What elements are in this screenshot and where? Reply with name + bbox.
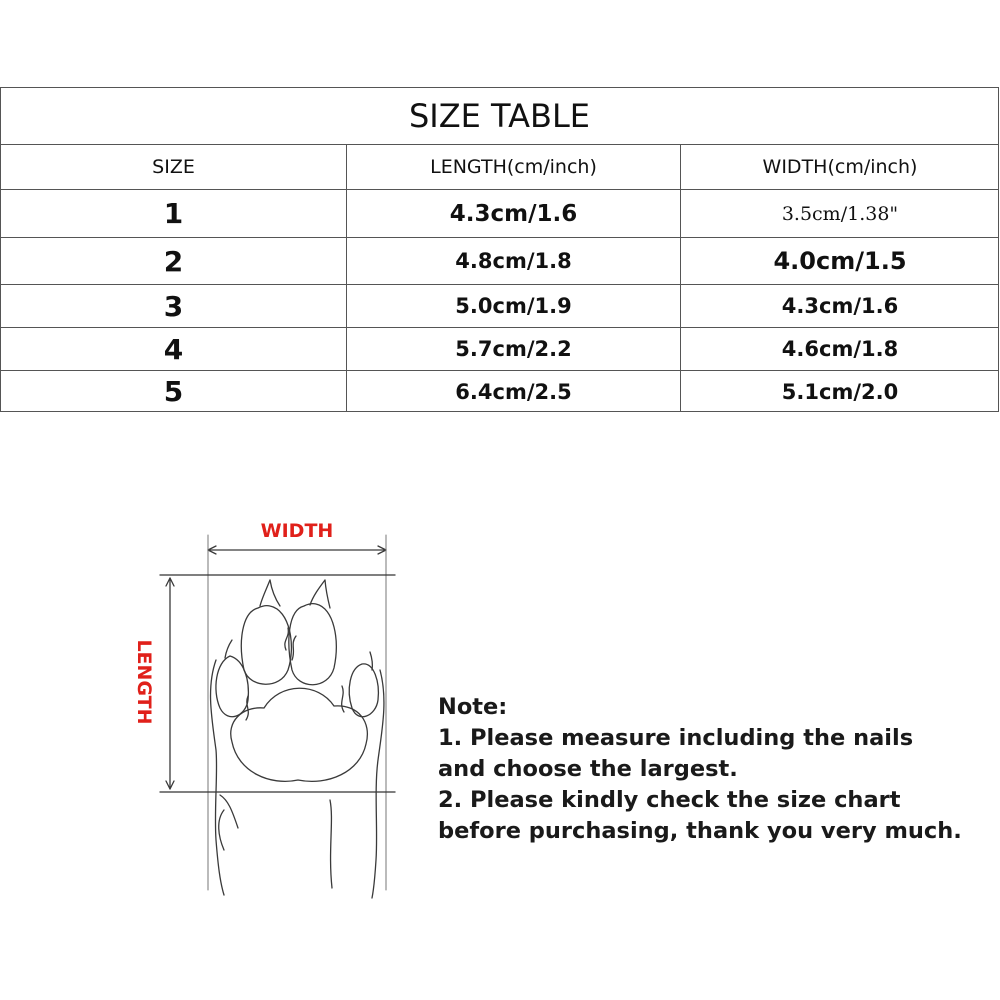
note-line: and choose the largest.	[438, 756, 738, 782]
size-cell: 5	[1, 371, 347, 412]
width-cell: 4.0cm/1.5	[773, 247, 907, 275]
width-label: WIDTH	[260, 520, 334, 542]
header-length: LENGTH(cm/inch)	[347, 145, 681, 189]
length-cell: 5.7cm/2.2	[347, 328, 681, 370]
table-header-row	[1, 145, 998, 190]
header-size: SIZE	[1, 145, 347, 189]
note-line: before purchasing, thank you very much.	[438, 818, 962, 844]
note-line: 2. Please kindly check the size chart	[438, 787, 901, 813]
header-width: WIDTH(cm/inch)	[762, 156, 918, 178]
length-cell: 4.8cm/1.8	[347, 238, 681, 284]
size-cell: 4	[1, 328, 347, 370]
size-cell: 2	[1, 238, 347, 284]
table-row	[1, 238, 998, 285]
table-title: SIZE TABLE	[1, 88, 998, 145]
table-row	[1, 328, 998, 371]
length-cell: 4.3cm/1.6	[347, 190, 681, 237]
paw-measurement-diagram	[120, 510, 410, 900]
length-cell: 6.4cm/2.5	[347, 371, 681, 412]
width-cell: 5.1cm/2.0	[781, 379, 899, 404]
size-table	[0, 87, 999, 412]
table-row	[1, 285, 998, 328]
note-line: 1. Please measure including the nails	[438, 725, 914, 751]
length-label: LENGTH	[133, 639, 155, 725]
size-cell: 3	[1, 285, 347, 327]
paw-illustration	[120, 510, 410, 900]
length-cell: 5.0cm/1.9	[347, 285, 681, 327]
table-row	[1, 371, 998, 412]
width-cell: 3.5cm/1.38"	[781, 202, 899, 225]
note-heading: Note:	[438, 694, 508, 720]
width-cell: 4.6cm/1.8	[781, 337, 899, 361]
width-cell: 4.3cm/1.6	[781, 294, 899, 318]
size-cell: 1	[1, 190, 347, 237]
table-row	[1, 190, 998, 238]
note-block	[438, 692, 978, 847]
